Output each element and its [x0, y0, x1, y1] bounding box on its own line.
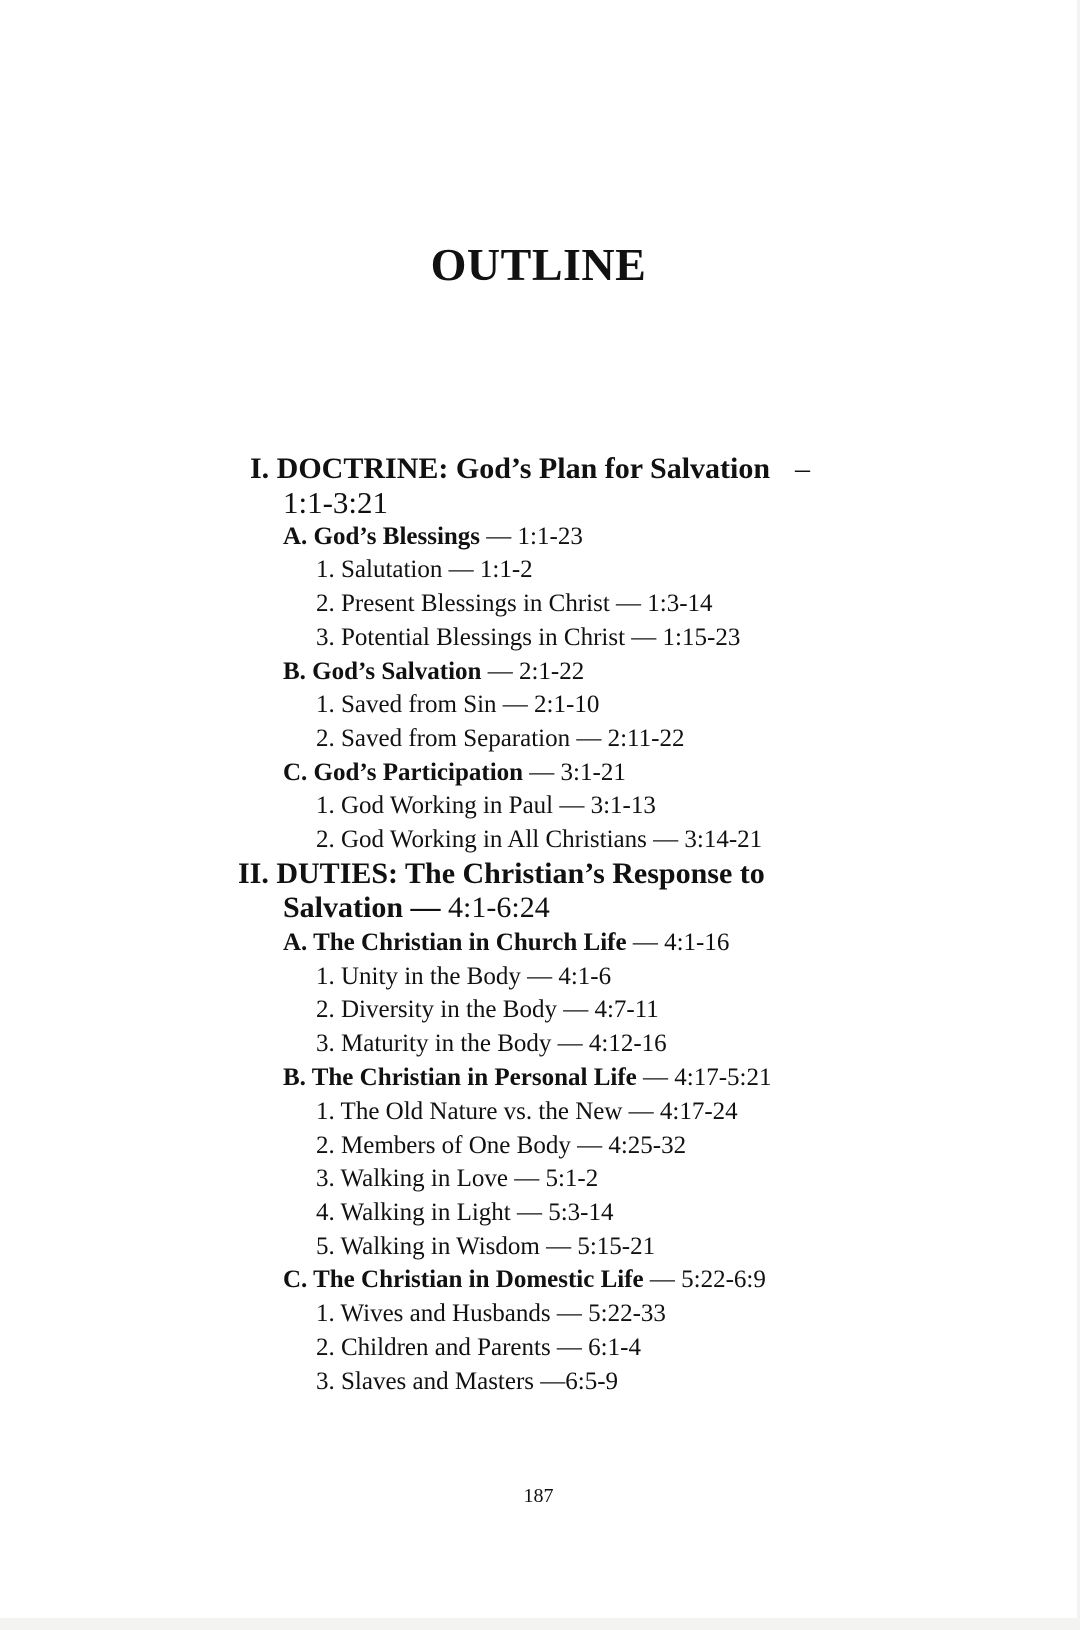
section-1a: A. God’s Blessings — 1:1-23 — [283, 523, 583, 550]
item-1c-2: 2. God Working in All Christians — 3:14-21 — [316, 826, 763, 853]
part-1-heading: I. DOCTRINE: God’s Plan for Salvation — [250, 452, 771, 485]
page-number: 187 — [523, 1485, 554, 1507]
part-2-heading-line1: II. DUTIES: The Christian’s Response to — [238, 857, 765, 890]
part-1-ref: 1:1-3:21 — [283, 485, 389, 520]
item-1b-2: 2. Saved from Separation — 2:11-22 — [316, 725, 685, 752]
section-2a: A. The Christian in Church Life — 4:1-16 — [283, 929, 730, 956]
item-2a-2: 2. Diversity in the Body — 4:7-11 — [316, 996, 659, 1023]
section-1b: B. God’s Salvation — 2:1-22 — [283, 658, 585, 685]
item-2b-1: 1. The Old Nature vs. the New — 4:17-24 — [316, 1098, 738, 1125]
item-2c-2: 2. Children and Parents — 6:1-4 — [316, 1334, 641, 1361]
item-2b-5: 5. Walking in Wisdom — 5:15-21 — [316, 1233, 656, 1260]
item-2c-1: 1. Wives and Husbands — 5:22-33 — [316, 1300, 666, 1327]
item-2a-1: 1. Unity in the Body — 4:1-6 — [316, 963, 612, 990]
part-1-dash: – — [795, 452, 810, 485]
item-1c-1: 1. God Working in Paul — 3:1-13 — [316, 792, 656, 819]
item-2b-4: 4. Walking in Light — 5:3-14 — [316, 1199, 614, 1226]
section-1c: C. God’s Participation — 3:1-21 — [283, 759, 626, 786]
page-title: OUTLINE — [430, 239, 647, 290]
item-2c-3: 3. Slaves and Masters —6:5-9 — [316, 1368, 619, 1395]
part-2-heading-line2: Salvation — 4:1-6:24 — [283, 891, 550, 924]
item-2a-3: 3. Maturity in the Body — 4:12-16 — [316, 1030, 667, 1057]
section-2c: C. The Christian in Domestic Life — 5:22-6:9 — [283, 1266, 766, 1293]
item-1a-3: 3. Potential Blessings in Christ — 1:15-23 — [316, 624, 741, 651]
item-1a-2: 2. Present Blessings in Christ — 1:3-14 — [316, 590, 713, 617]
item-2b-2: 2. Members of One Body — 4:25-32 — [316, 1132, 687, 1159]
item-2b-3: 3. Walking in Love — 5:1-2 — [316, 1165, 599, 1192]
item-1b-1: 1. Saved from Sin — 2:1-10 — [316, 691, 600, 718]
item-1a-1: 1. Salutation — 1:1-2 — [316, 556, 533, 583]
section-2b: B. The Christian in Personal Life — 4:17-5:21 — [283, 1064, 772, 1091]
